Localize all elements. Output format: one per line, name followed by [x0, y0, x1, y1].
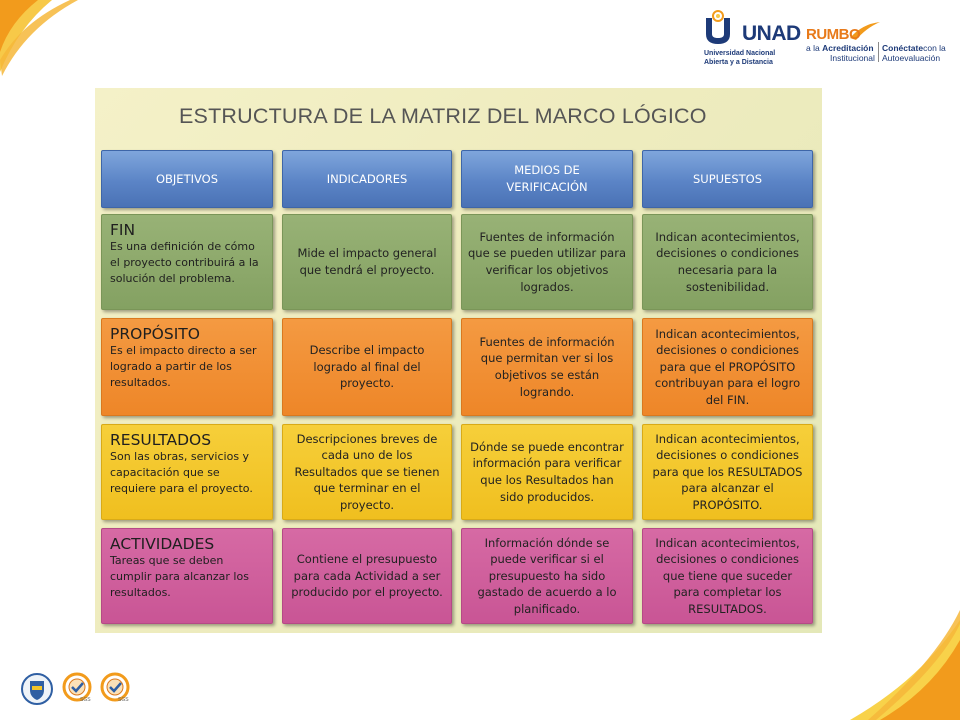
- column-header-supuestos: SUPUESTOS: [642, 150, 813, 208]
- unad-subtitle-line-2: Abierta y a Distancia: [704, 59, 773, 66]
- actividades-medios-cell: Información dónde se puede verificar si el presupuesto ha sido gastado de acuerdo a lo planificado.: [461, 528, 633, 624]
- row-title-fin: FIN: [110, 221, 136, 239]
- unad-subtitle-line-1: Universidad Nacional: [704, 50, 776, 57]
- row-header-resultados: [101, 424, 273, 520]
- actividades-indicadores-cell: Contiene el presupuesto para cada Actividad a ser producido por el proyecto.: [282, 528, 452, 624]
- rumbo-line-1: a la Acreditación: [806, 43, 874, 53]
- rumbo-acreditacion-logo: [802, 18, 952, 64]
- column-header-medios-de-verificacion: MEDIOS DE VERIFICACIÓN: [461, 150, 633, 208]
- row-title-proposito: PROPÓSITO: [110, 325, 200, 343]
- row-description-actividades: Tareas que se deben cumplir para alcanzar los resultados.: [110, 554, 249, 599]
- proposito-medios-cell: Fuentes de información que permitan ver si los objetivos se están logrando.: [461, 318, 633, 416]
- sgs-label-2: SGS: [118, 697, 129, 703]
- rumbo-line-2: Institucional: [830, 53, 875, 63]
- marco-logico-matrix-figure: [95, 88, 822, 633]
- bottom-right-swoosh-decoration: [840, 610, 960, 720]
- conectate-line-2: Autoevaluación: [882, 53, 941, 63]
- rumbo-wordmark: RUMBO: [806, 26, 861, 43]
- resultados-medios-cell: Dónde se puede encontrar información para verificar que los Resultados han sido producidos.: [461, 424, 633, 520]
- fin-medios-cell: Fuentes de información que se pueden utilizar para verificar los objetivos logrados.: [461, 214, 633, 310]
- proposito-indicadores-cell: Describe el impacto logrado al final del proyecto.: [282, 318, 452, 416]
- fin-supuestos-cell: Indican acontecimientos, decisiones o condiciones necesaria para la sostenibilidad.: [642, 214, 813, 310]
- row-header-fin: [101, 214, 273, 310]
- row-title-actividades: ACTIVIDADES: [110, 535, 215, 553]
- resultados-indicadores-cell: Descripciones breves de cada uno de los Resultados que se tienen que terminar en el proyecto.: [282, 424, 452, 520]
- column-header-objetivos: OBJETIVOS: [101, 150, 273, 208]
- resultados-supuestos-cell: Indican acontecimientos, decisiones o condiciones para que los RESULTADOS para alcanzar el PROPÓSITO.: [642, 424, 813, 520]
- row-description-fin: Es una definición de cómo el proyecto contribuirá a la solución del problema.: [110, 240, 259, 285]
- rumbo-divider: [878, 42, 879, 62]
- proposito-supuestos-cell: Indican acontecimientos, decisiones o condiciones para que el PROPÓSITO contribuyan para el logro del FIN.: [642, 318, 813, 416]
- row-title-resultados: RESULTADOS: [110, 431, 212, 449]
- conectate-line-1: Conéctatecon la: [882, 43, 946, 53]
- matrix-title: ESTRUCTURA DE LA MATRIZ DEL MARCO LÓGICO: [179, 104, 707, 128]
- unad-wordmark: UNAD: [742, 22, 801, 45]
- actividades-supuestos-cell: Indican acontecimientos, decisiones o condiciones que tiene que suceder para completar los RESULTADOS.: [642, 528, 813, 624]
- row-description-resultados: Son las obras, servicios y capacitación que se requiere para el proyecto.: [110, 450, 253, 495]
- row-header-actividades: [101, 528, 273, 624]
- row-description-proposito: Es el impacto directo a ser logrado a partir de los resultados.: [110, 344, 257, 389]
- fin-indicadores-cell: Mide el impacto general que tendrá el proyecto.: [282, 214, 452, 310]
- column-header-indicadores: INDICADORES: [282, 150, 452, 208]
- colombia-shield-icon: [20, 672, 54, 706]
- row-header-proposito: [101, 318, 273, 416]
- top-left-swoosh-decoration: [0, 0, 90, 80]
- unad-logo: [700, 10, 801, 66]
- sgs-label-1: SGS: [80, 697, 91, 703]
